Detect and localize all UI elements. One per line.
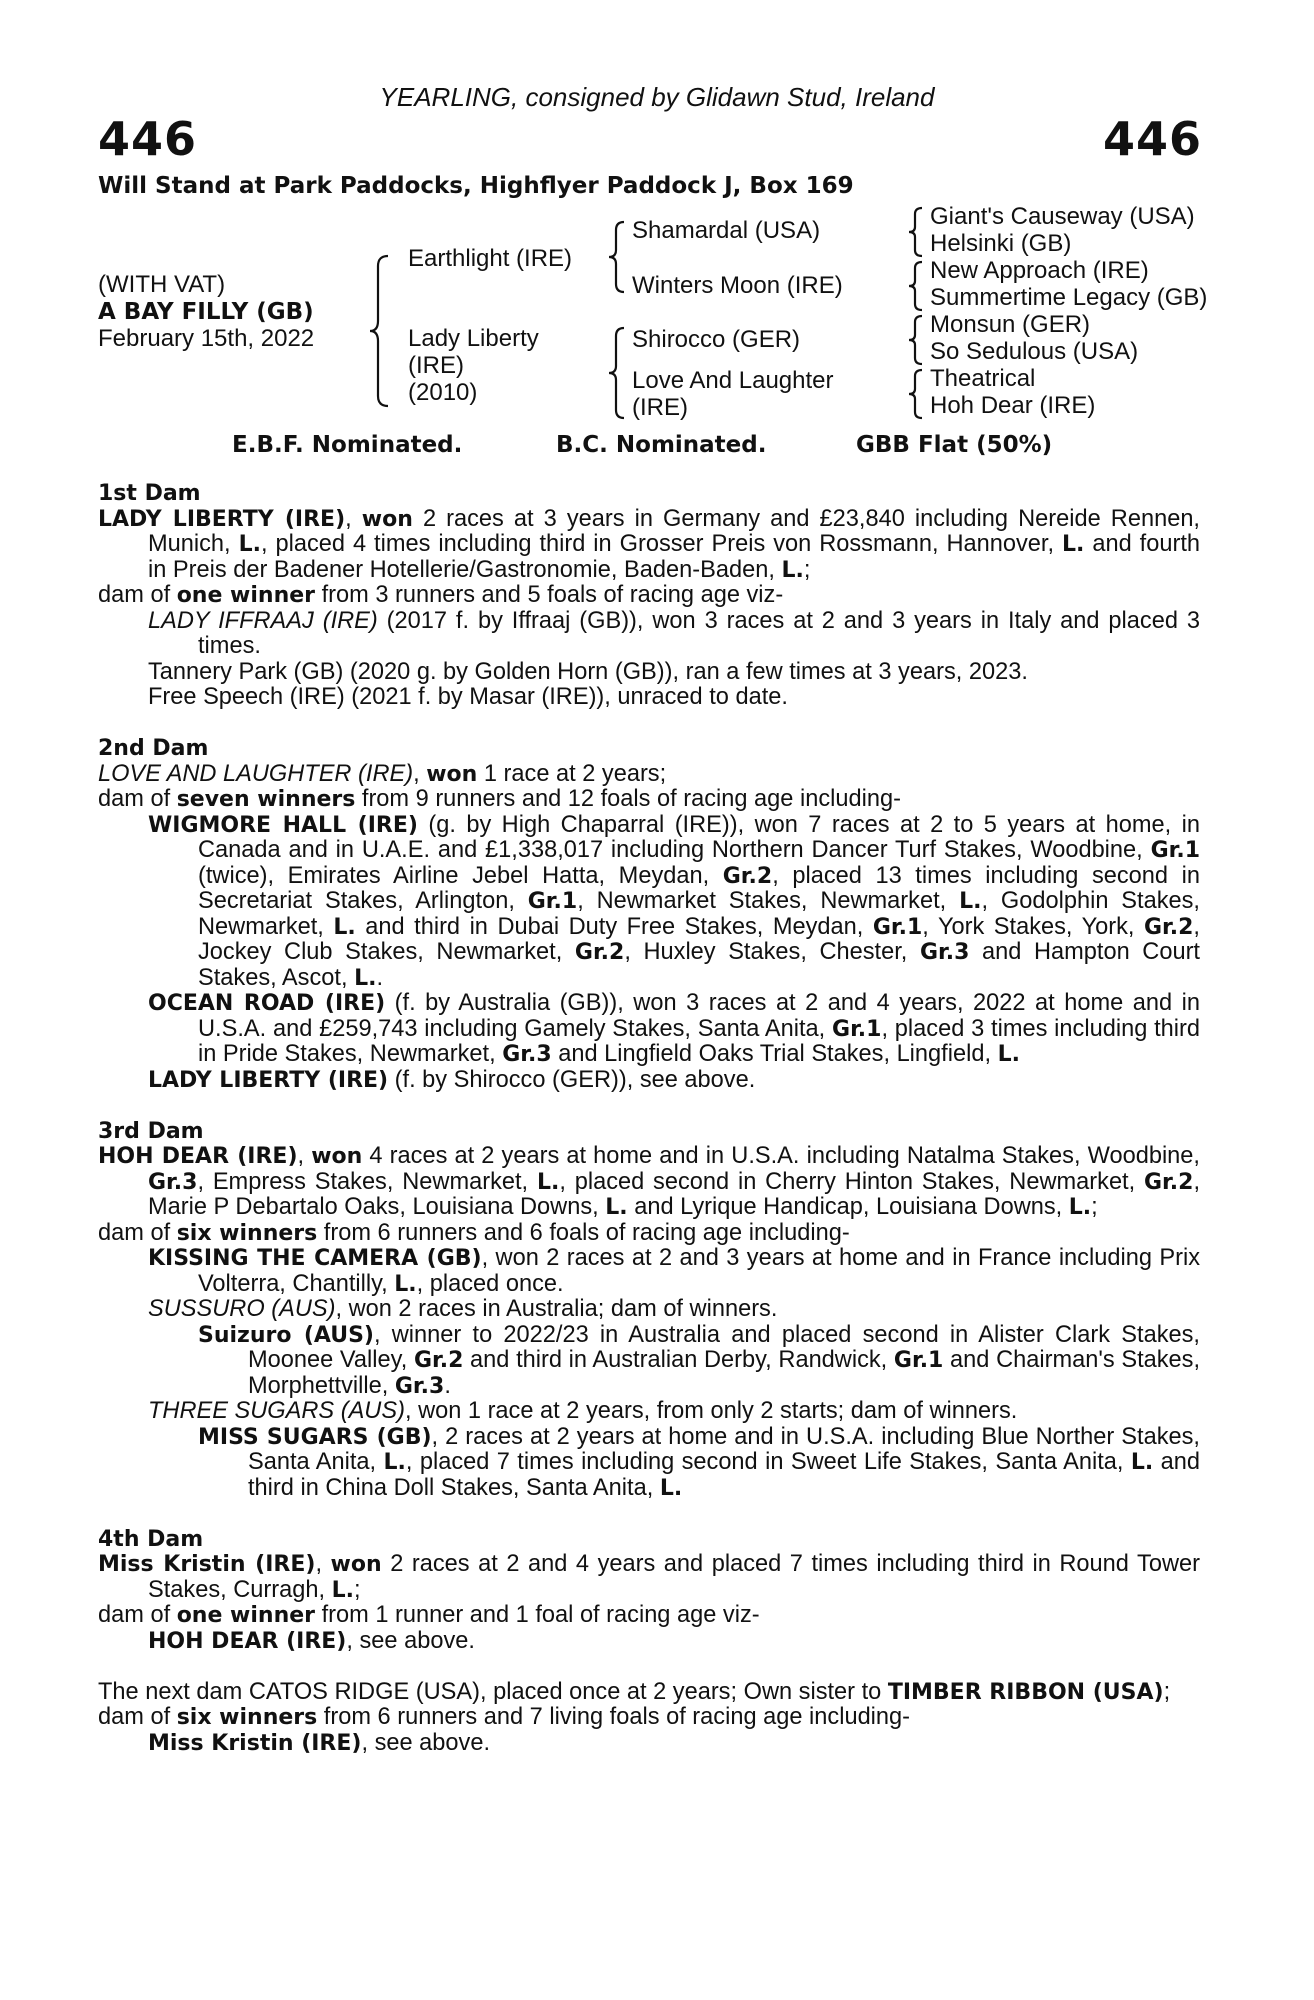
produce-three-sugars: THREE SUGARS (AUS), won 1 race at 2 years, from only 2 starts; dam of winners. [148,1398,1018,1424]
horse-name: A BAY FILLY (GB) [98,299,314,325]
consignor-line: YEARLING, consigned by Glidawn Stud, Ireland [379,82,935,112]
brace-sire [606,220,628,294]
produce-kissing-the-camera: KISSING THE CAMERA (GB), won 2 races at 2 and 3 years at home and in France including Prix Volterra, Chantilly, L., placed once. [148,1245,1200,1297]
sire-name: Earthlight (IRE) [408,245,573,272]
third-dam-produce-summary: dam of six winners from 6 runners and 6 foals of racing age including- [98,1219,850,1246]
dam-dam-line2: (IRE) [632,394,688,421]
g3-8: Hoh Dear (IRE) [930,392,1096,419]
produce-hoh-dear: HOH DEAR (IRE), see above. [148,1627,475,1654]
brace-dam [606,326,628,420]
produce-sussuro: SUSSURO (AUS), won 2 races in Australia; dam of winners. [148,1296,778,1322]
produce-suizuro: Suizuro (AUS), winner to 2022/23 in Australia and placed second in Alister Clark Stakes, Moonee Valley, Gr.2 and third in Australian Derby, Randwick, Gr.1 and Chairman's Stakes, Morphettville, Gr.3. [198,1321,1201,1399]
produce-tannery-park: Tannery Park (GB) (2020 g. by Golden Horn (GB)), ran a few times at 3 years, 2023. [148,658,1028,685]
brace-g3-2 [906,260,926,312]
produce-lady-iffraaj: LADY IFFRAAJ (IRE) (2017 f. by Iffraaj (GB)), won 3 races at 2 and 3 years in Italy and placed 3 times. [148,607,1200,659]
produce-miss-kristin: Miss Kristin (IRE), see above. [148,1729,491,1756]
g3-7: Theatrical [930,365,1036,392]
stabling-location: Will Stand at Park Paddocks, Highflyer Paddock J, Box 169 [98,173,854,199]
bc-nomination: B.C. Nominated. [556,432,767,458]
brace-g3-3 [906,314,926,366]
g3-6: So Sedulous (USA) [930,338,1139,365]
produce-record [98,481,1200,1756]
sire-sire: Shamardal (USA) [632,217,821,244]
g3-1: Giant's Causeway (USA) [930,203,1195,230]
dam-sire: Shirocco (GER) [632,326,801,353]
first-dam-record: LADY LIBERTY (IRE), won 2 races at 3 years in Germany and £23,840 including Nereide Rennen, Munich, L., placed 4 times including third in Grosser Preis von Rossmann, Hannover, L. and fourth in Preis der Badener Hotellerie/Gastronomie, Baden-Baden, L.; [98,505,1201,583]
fourth-dam-produce-summary: dam of one winner from 1 runner and 1 foal of racing age viz- [98,1602,760,1628]
vat-note: (WITH VAT) [98,271,226,298]
g3-2: Helsinki (GB) [930,230,1072,257]
dam-name-line3: (2010) [408,379,478,406]
fourth-dam-record: Miss Kristin (IRE), won 2 races at 2 and 4 years and placed 7 times including third in Round Tower Stakes, Curragh, L.; [98,1551,1200,1603]
g3-3: New Approach (IRE) [930,257,1149,284]
produce-wigmore-hall: WIGMORE HALL (IRE) (g. by High Chaparral (IRE)), won 7 races at 2 to 5 years at home, in Canada and in U.A.E. and £1,338,017 including Northern Dancer Turf Stakes, Woodbine, Gr.1 (twice), Emirates Airline Jebel Hatta, Meydan, Gr.2, placed 13 times including second in Secretariat Stakes, Arlington, Gr.1, Newmarket Stakes, Newmarket, L., Godolphin Stakes, Newmarket, L. and third in Dubai Duty Free Stakes, Meydan, Gr.1, York Stakes, York, Gr.2, Jockey Club Stakes, Newmarket, Gr.2, Huxley Stakes, Chester, Gr.3 and Hampton Court Stakes, Ascot, L.. [148,811,1200,991]
lot-number-right: 446 [1102,112,1202,166]
lot-number-left: 446 [98,112,198,166]
first-dam-heading: 1st Dam [98,481,201,506]
dam-name-line1: Lady Liberty [408,325,539,352]
brace-g3-4 [906,368,926,420]
third-dam-heading: 3rd Dam [98,1118,204,1144]
g3-4: Summertime Legacy (GB) [930,284,1208,311]
dam-name-line2: (IRE) [408,352,464,379]
second-dam-produce-summary: dam of seven winners from 9 runners and 12 foals of racing age including- [98,786,901,812]
second-dam-heading: 2nd Dam [98,736,209,761]
produce-ocean-road: OCEAN ROAD (IRE) (f. by Australia (GB)), won 3 races at 2 and 4 years, 2022 at home and in U.S.A. and £259,743 including Gamely Stakes, Santa Anita, Gr.1, placed 3 times including third in Pride Stakes, Newmarket, Gr.3 and Lingfield Oaks Trial Stakes, Lingfield, L. [148,990,1200,1067]
sire-dam: Winters Moon (IRE) [632,272,843,299]
dam-dam-line1: Love And Laughter [632,367,834,394]
produce-free-speech: Free Speech (IRE) (2021 f. by Masar (IRE)), unraced to date. [148,684,788,710]
gbb-flat: GBB Flat (50%) [856,432,1053,458]
g3-5: Monsun (GER) [930,311,1091,338]
first-dam-produce-summary: dam of one winner from 3 runners and 5 foals of racing age viz- [98,582,784,608]
foaling-date: February 15th, 2022 [98,325,315,352]
produce-lady-liberty: LADY LIBERTY (IRE) (f. by Shirocco (GER)), see above. [148,1066,756,1093]
second-dam-record: LOVE AND LAUGHTER (IRE), won 1 race at 2 years; [98,760,667,787]
third-dam-record: HOH DEAR (IRE), won 4 races at 2 years at home and in U.S.A. including Natalma Stakes, Woodbine, Gr.3, Empress Stakes, Newmarket, L., placed second in Cherry Hinton Stakes, Newmarket, Gr.2, Marie P Debartalo Oaks, Louisiana Downs, L. and Lyrique Handicap, Louisiana Downs, L.; [98,1143,1200,1220]
ebf-nomination: E.B.F. Nominated. [232,432,463,458]
next-dam-produce-summary: dam of six winners from 6 runners and 7 living foals of racing age including- [98,1704,911,1730]
fourth-dam-heading: 4th Dam [98,1526,204,1552]
brace-g3-1 [906,206,926,258]
brace-gen1 [368,254,392,408]
produce-miss-sugars: MISS SUGARS (GB), 2 races at 2 years at home and in U.S.A. including Blue Norther Stakes, Santa Anita, L., placed 7 times including second in Sweet Life Stakes, Santa Anita, L. and third in China Doll Stakes, Santa Anita, L. [198,1423,1201,1501]
next-dam-record: The next dam CATOS RIDGE (USA), placed once at 2 years; Own sister to TIMBER RIBBON (USA); [98,1678,1171,1705]
